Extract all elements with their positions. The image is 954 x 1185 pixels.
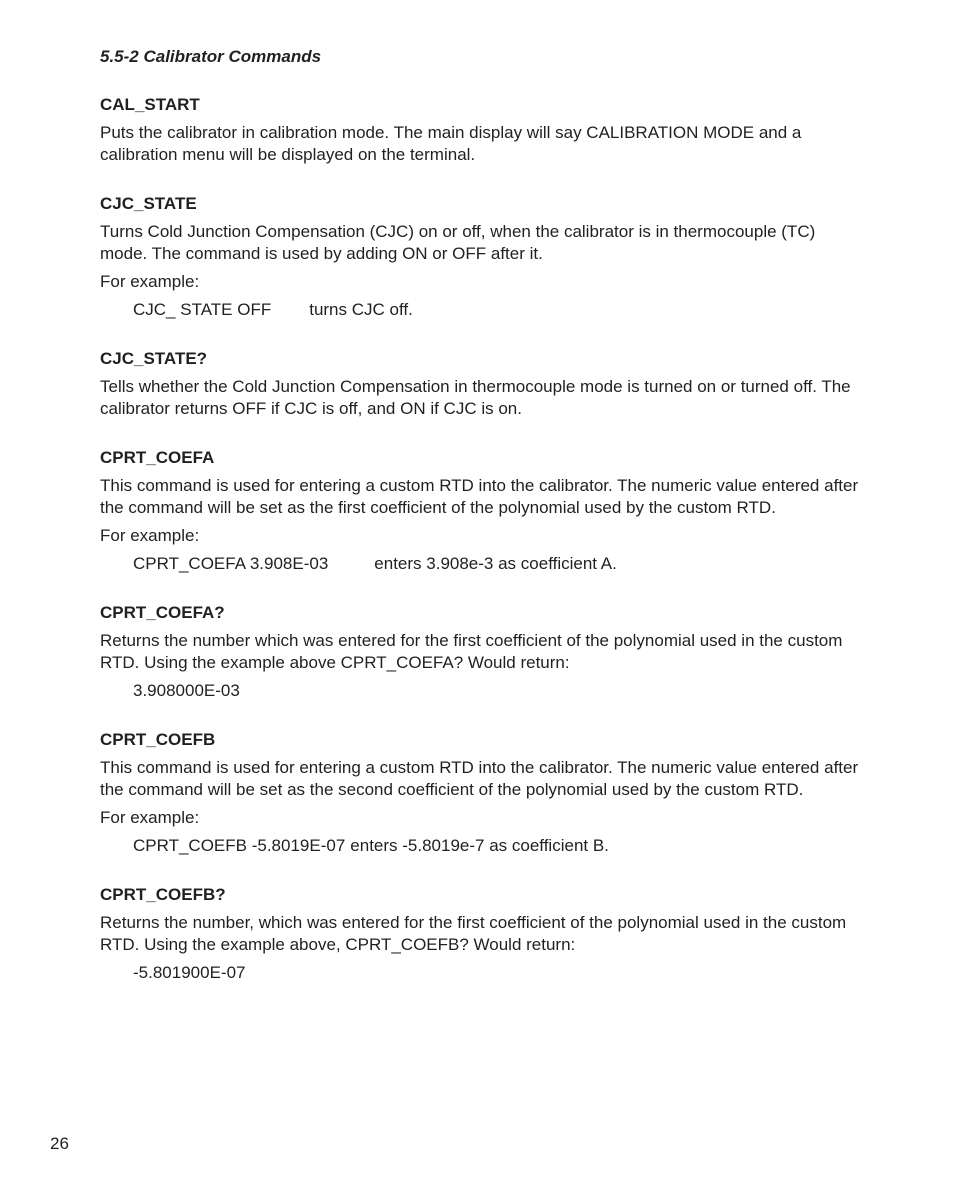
example-result: enters 3.908e-3 as coefficient A. — [374, 554, 617, 573]
example-command: CJC_ STATE OFF — [133, 300, 272, 319]
for-example-label: For example: — [100, 272, 200, 291]
command-cprt-coefa — [100, 447, 860, 575]
command-description: Tells whether the Cold Junction Compensation in thermocouple mode is turned on or turned off. The calibrator returns OFF if CJC is off, and ON if CJC is on. — [100, 377, 851, 418]
command-description: This command is used for entering a custom RTD into the calibrator. The numeric value entered after the command will be set as the first coefficient of the polynomial used by the custom RTD. — [100, 476, 859, 517]
example-result: turns CJC off. — [309, 300, 413, 319]
command-name: CPRT_COEFA — [100, 448, 215, 467]
for-example-label: For example: — [100, 808, 200, 827]
command-name: CPRT_COEFB? — [100, 885, 226, 904]
command-description: Returns the number which was entered for the first coefficient of the polynomial used in the custom RTD. Using the example above CPRT_COEFA? Would return: — [100, 631, 843, 672]
section-title: 5.5-2 Calibrator Commands — [100, 47, 322, 66]
command-cprt-coefa-query — [100, 602, 860, 702]
example-result: enters -5.8019e-7 as coefficient B. — [350, 836, 609, 855]
command-name: CJC_STATE — [100, 194, 197, 213]
for-example-label: For example: — [100, 526, 200, 545]
command-description: This command is used for entering a custom RTD into the calibrator. The numeric value entered after the command will be set as the second coefficient of the polynomial used by the custom RTD. — [100, 758, 859, 799]
return-value: 3.908000E-03 — [133, 681, 240, 700]
manual-page — [100, 46, 860, 1011]
command-cjc-state — [100, 193, 860, 321]
page-number: 26 — [50, 1134, 69, 1153]
example-command: CPRT_COEFB -5.8019E-07 — [133, 836, 346, 855]
command-description: Returns the number, which was entered for the first coefficient of the polynomial used in the custom RTD. Using the example above, CPRT_COEFB? Would return: — [100, 913, 847, 954]
command-name: CJC_STATE? — [100, 349, 208, 368]
command-cprt-coefb-query — [100, 884, 860, 984]
command-description: Puts the calibrator in calibration mode. The main display will say CALIBRATION MODE and a calibration menu will be displayed on the terminal. — [100, 123, 802, 164]
command-description: Turns Cold Junction Compensation (CJC) on or off, when the calibrator is in thermocouple (TC) mode. The command is used by adding ON or OFF after it. — [100, 222, 816, 263]
example-line — [133, 553, 860, 575]
command-cjc-state-query — [100, 348, 860, 420]
command-name: CPRT_COEFA? — [100, 603, 225, 622]
example-line — [133, 835, 860, 857]
example-line — [133, 299, 860, 321]
command-name: CAL_START — [100, 95, 200, 114]
command-cprt-coefb — [100, 729, 860, 857]
return-value: -5.801900E-07 — [133, 963, 246, 982]
example-command: CPRT_COEFA 3.908E-03 — [133, 554, 329, 573]
command-name: CPRT_COEFB — [100, 730, 216, 749]
command-cal-start — [100, 94, 860, 166]
